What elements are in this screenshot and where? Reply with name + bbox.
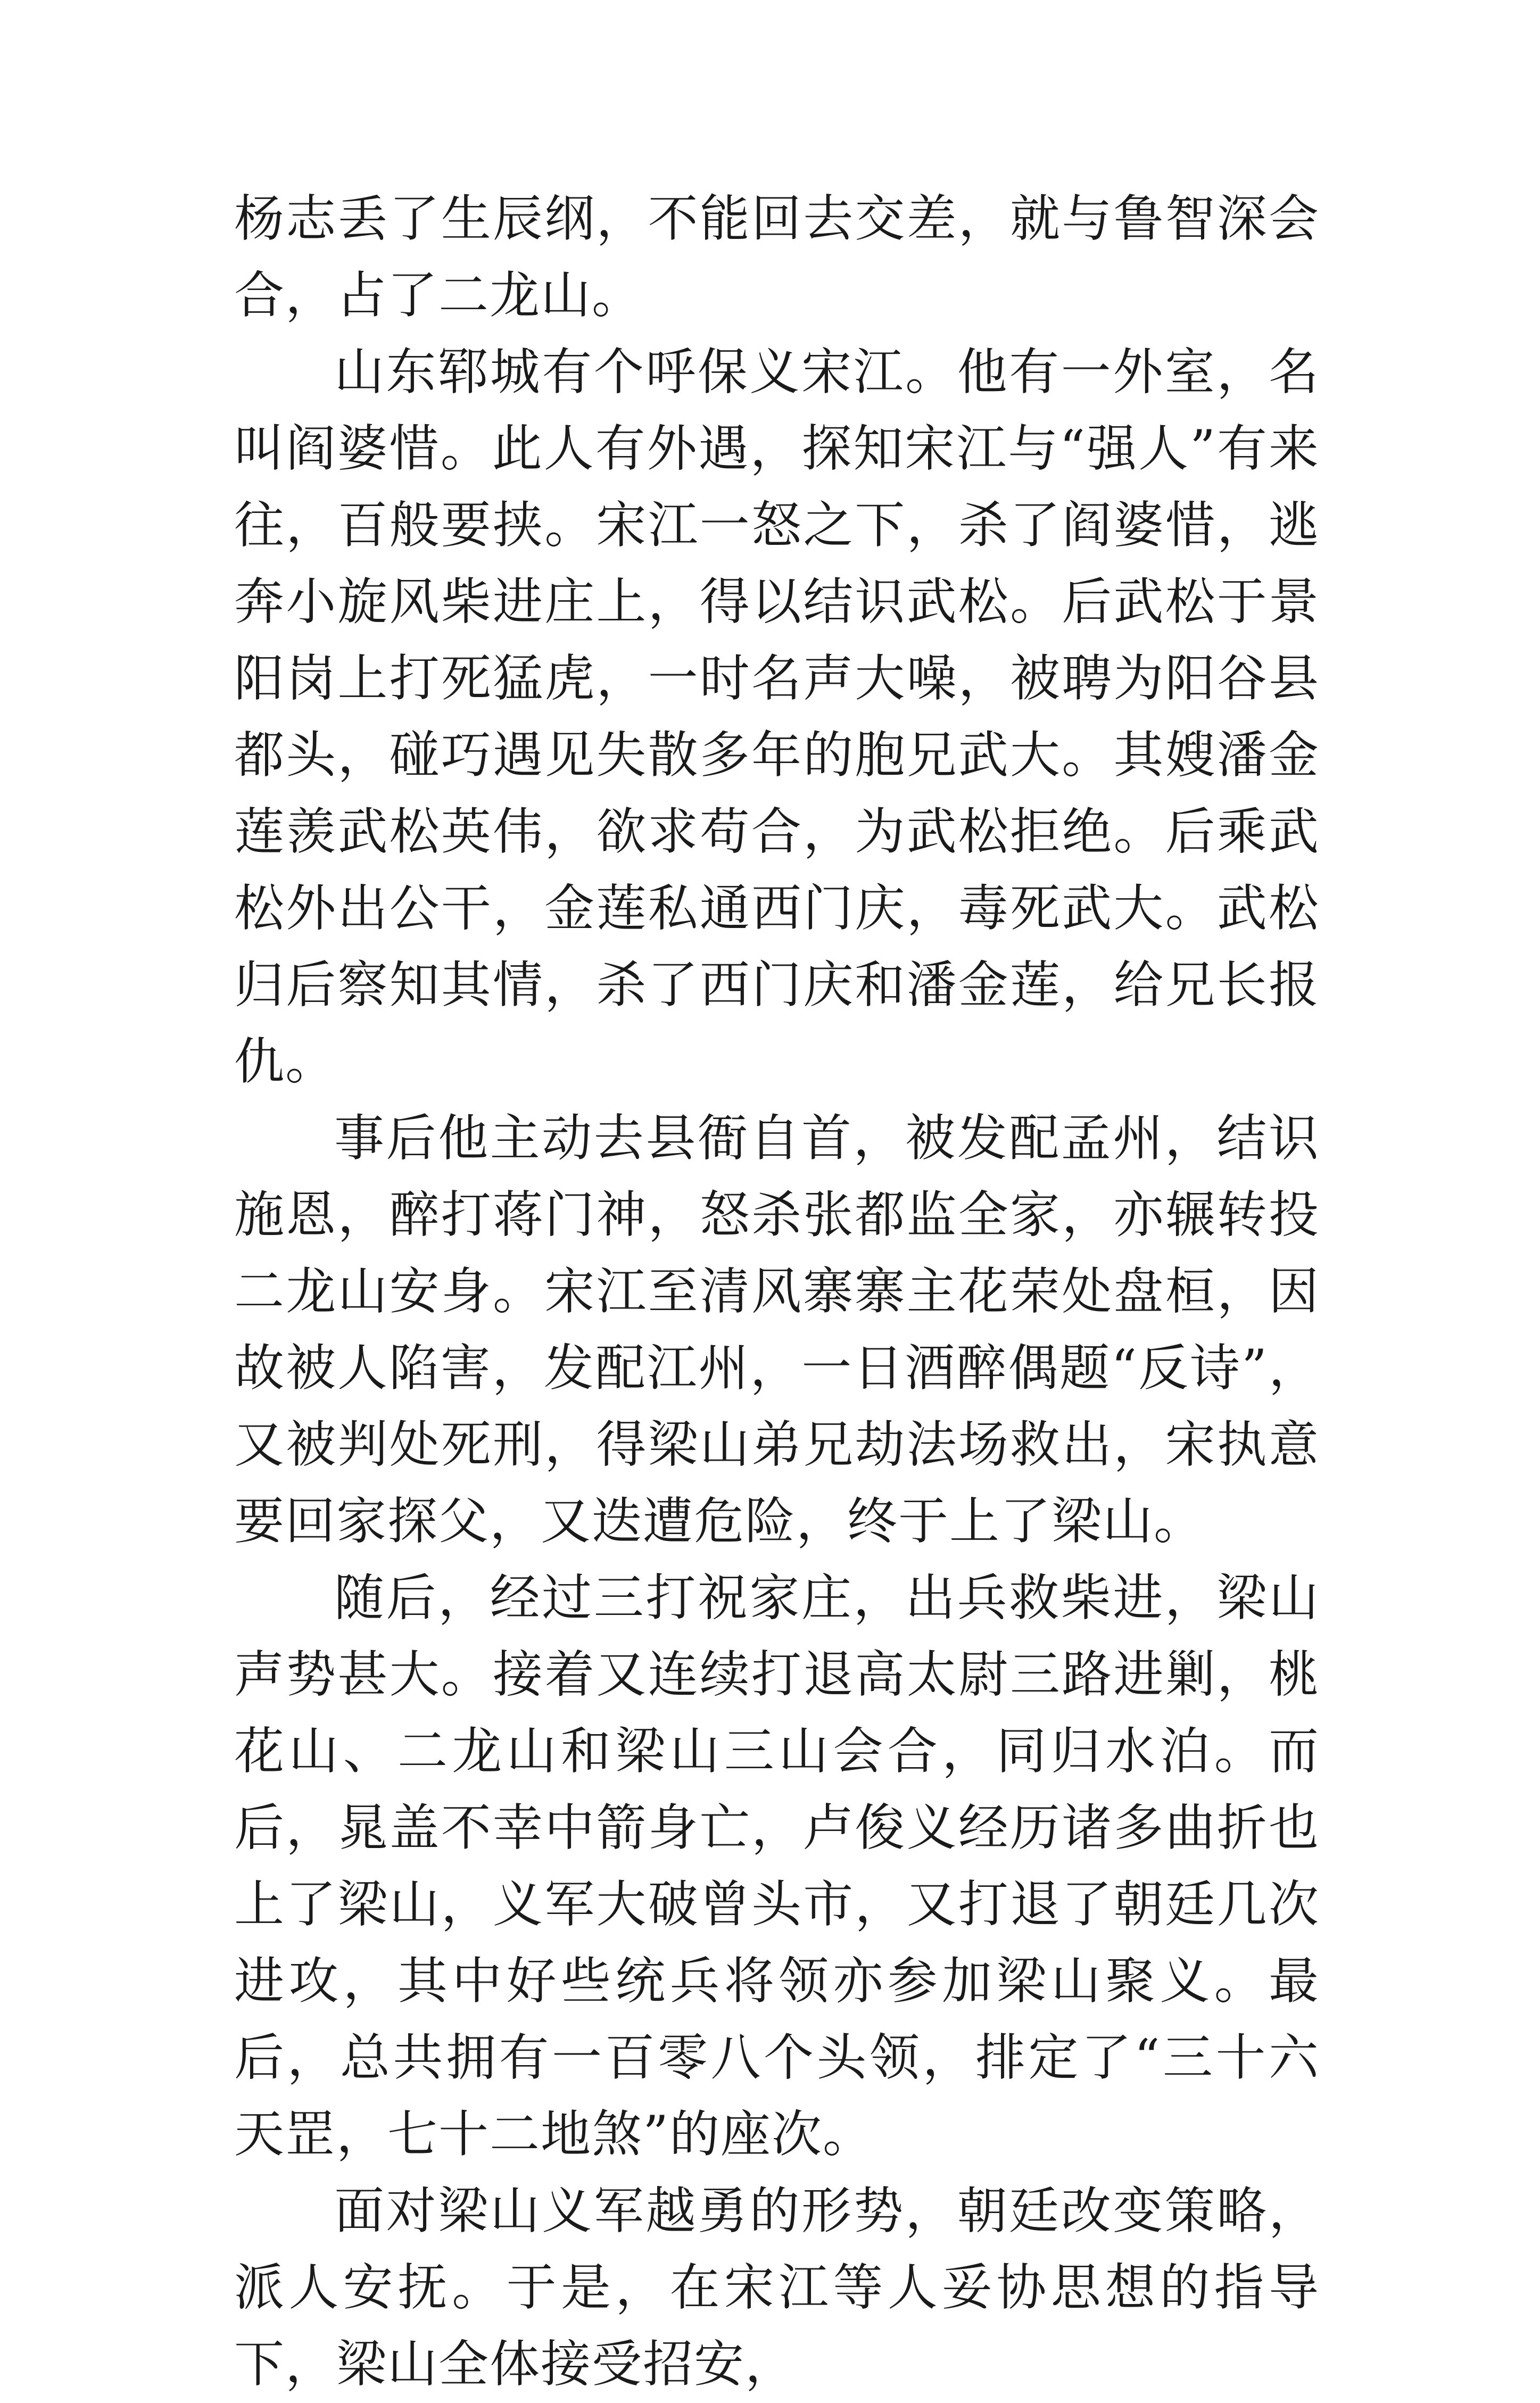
document-body bbox=[234, 181, 1320, 2403]
paragraph-3: 事后他主动去县衙自首，被发配孟州，结识施恩，醉打蒋门神，怒杀张都监全家，亦辗转投二龙山安身。宋江至清风寨寨主花荣处盘桓，因故被人陷害，发配江州，一日酒醉偶题“反诗”，又被判处死刑，得梁山弟兄劫法场救出，宋执意要回家探父，又迭遭危险，终于上了梁山。 bbox=[234, 1109, 1320, 1551]
paragraph-4: 随后，经过三打祝家庄，出兵救柴进，梁山声势甚大。接着又连续打退高太尉三路进剿，桃花山、二龙山和梁山三山会合，同归水泊。而后，晁盖不幸中箭身亡，卢俊义经历诸多曲折也上了梁山，义军大破曾头市，又打退了朝廷几次进攻，其中好些统兵将领亦参加梁山聚义。最后，总共拥有一百零八个头领，排定了“三十六天罡，七十二地煞”的座次。 bbox=[234, 1569, 1320, 2164]
paragraph-1: 杨志丢了生辰纲，不能回去交差，就与鲁智深会合，占了二龙山。 bbox=[234, 190, 1320, 325]
paragraph-5: 面对梁山义军越勇的形势，朝廷改变策略，派人安抚。于是，在宋江等人妥协思想的指导下，梁山全体接受招安， bbox=[234, 2182, 1320, 2393]
paragraph-2: 山东郓城有个呼保义宋江。他有一外室，名叫阎婆惜。此人有外遇，探知宋江与“强人”有来往，百般要挟。宋江一怒之下，杀了阎婆惜，逃奔小旋风柴进庄上，得以结识武松。后武松于景阳岗上打死猛虎，一时名声大噪，被聘为阳谷县都头，碰巧遇见失散多年的胞兄武大。其嫂潘金莲羡武松英伟，欲求苟合，为武松拒绝。后乘武松外出公干，金莲私通西门庆，毒死武大。武松归后察知其情，杀了西门庆和潘金莲，给兄长报仇。 bbox=[234, 343, 1320, 1091]
